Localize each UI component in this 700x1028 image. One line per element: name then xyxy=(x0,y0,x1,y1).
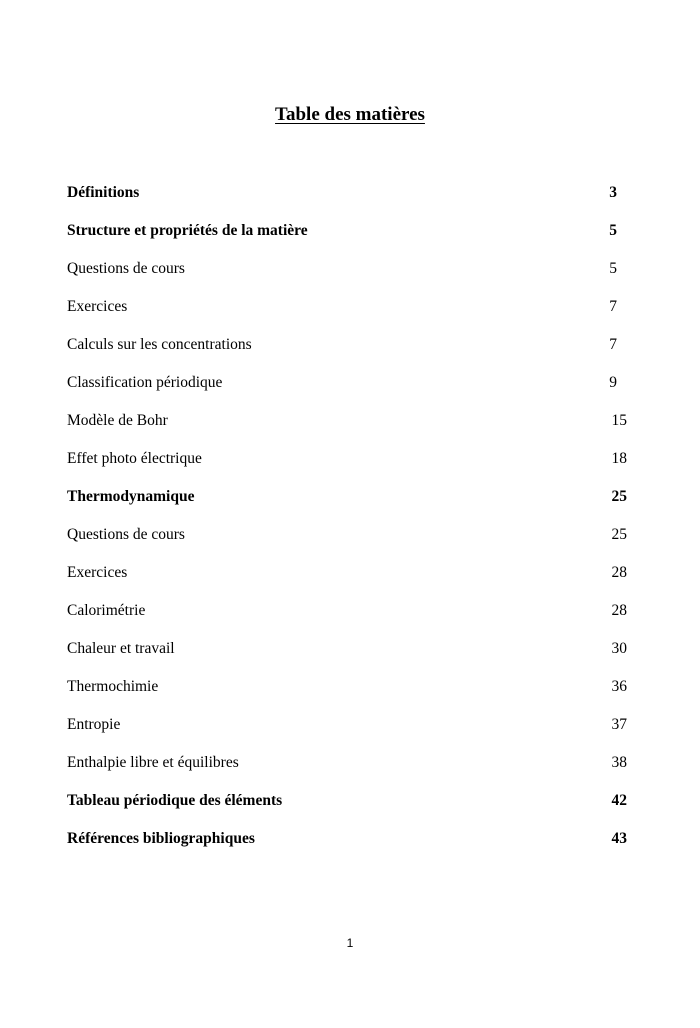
table-of-contents xyxy=(67,181,627,865)
toc-entry-page: 18 xyxy=(611,450,627,467)
toc-entry-label: Classification périodique xyxy=(67,374,223,391)
toc-entry[interactable] xyxy=(67,181,627,219)
toc-entry[interactable] xyxy=(67,409,627,447)
toc-entry-page: 43 xyxy=(611,830,627,847)
toc-entry-label: Enthalpie libre et équilibres xyxy=(67,754,239,771)
toc-entry-page: 36 xyxy=(611,678,627,695)
toc-entry-page: 28 xyxy=(611,602,627,619)
toc-entry[interactable] xyxy=(67,827,627,865)
toc-entry-label: Exercices xyxy=(67,298,128,315)
toc-entry[interactable] xyxy=(67,447,627,485)
toc-entry-label: Références bibliographiques xyxy=(67,830,255,847)
toc-entry-page: 37 xyxy=(611,716,627,733)
toc-entry[interactable] xyxy=(67,485,627,523)
toc-entry-label: Questions de cours xyxy=(67,260,185,277)
toc-entry[interactable] xyxy=(67,333,627,371)
toc-entry[interactable] xyxy=(67,789,627,827)
toc-entry-label: Tableau périodique des éléments xyxy=(67,792,283,809)
toc-entry[interactable] xyxy=(67,751,627,789)
toc-entry-label: Questions de cours xyxy=(67,526,185,543)
toc-entry[interactable] xyxy=(67,523,627,561)
toc-entry-label: Définitions xyxy=(67,184,140,201)
toc-entry[interactable] xyxy=(67,295,627,333)
toc-entry-page: 7 xyxy=(609,336,617,353)
toc-entry-label: Entropie xyxy=(67,716,121,733)
toc-entry[interactable] xyxy=(67,675,627,713)
toc-entry-page: 30 xyxy=(611,640,627,657)
toc-entry-page: 5 xyxy=(609,222,617,239)
toc-entry-label: Thermodynamique xyxy=(67,488,195,505)
toc-entry-label: Chaleur et travail xyxy=(67,640,175,657)
toc-entry-label: Structure et propriétés de la matière xyxy=(67,222,308,239)
page-title: Table des matières xyxy=(275,104,425,125)
toc-entry[interactable] xyxy=(67,219,627,257)
page-number: 1 xyxy=(346,936,354,950)
toc-entry-page: 15 xyxy=(611,412,627,429)
toc-entry-page: 5 xyxy=(609,260,617,277)
toc-entry[interactable] xyxy=(67,637,627,675)
toc-entry-page: 25 xyxy=(611,526,627,543)
toc-entry-label: Calculs sur les concentrations xyxy=(67,336,252,353)
toc-entry-label: Thermochimie xyxy=(67,678,159,695)
toc-entry[interactable] xyxy=(67,371,627,409)
toc-entry-page: 25 xyxy=(611,488,627,505)
toc-entry-label: Calorimétrie xyxy=(67,602,146,619)
toc-entry-label: Modèle de Bohr xyxy=(67,412,168,429)
toc-entry-page: 9 xyxy=(609,374,617,391)
toc-entry[interactable] xyxy=(67,257,627,295)
toc-entry-label: Effet photo électrique xyxy=(67,450,202,467)
toc-entry-page: 3 xyxy=(609,184,617,201)
toc-entry[interactable] xyxy=(67,713,627,751)
toc-entry[interactable] xyxy=(67,561,627,599)
toc-entry-label: Exercices xyxy=(67,564,128,581)
toc-entry-page: 38 xyxy=(611,754,627,771)
toc-entry[interactable] xyxy=(67,599,627,637)
toc-entry-page: 42 xyxy=(611,792,627,809)
toc-entry-page: 7 xyxy=(609,298,617,315)
toc-entry-page: 28 xyxy=(611,564,627,581)
